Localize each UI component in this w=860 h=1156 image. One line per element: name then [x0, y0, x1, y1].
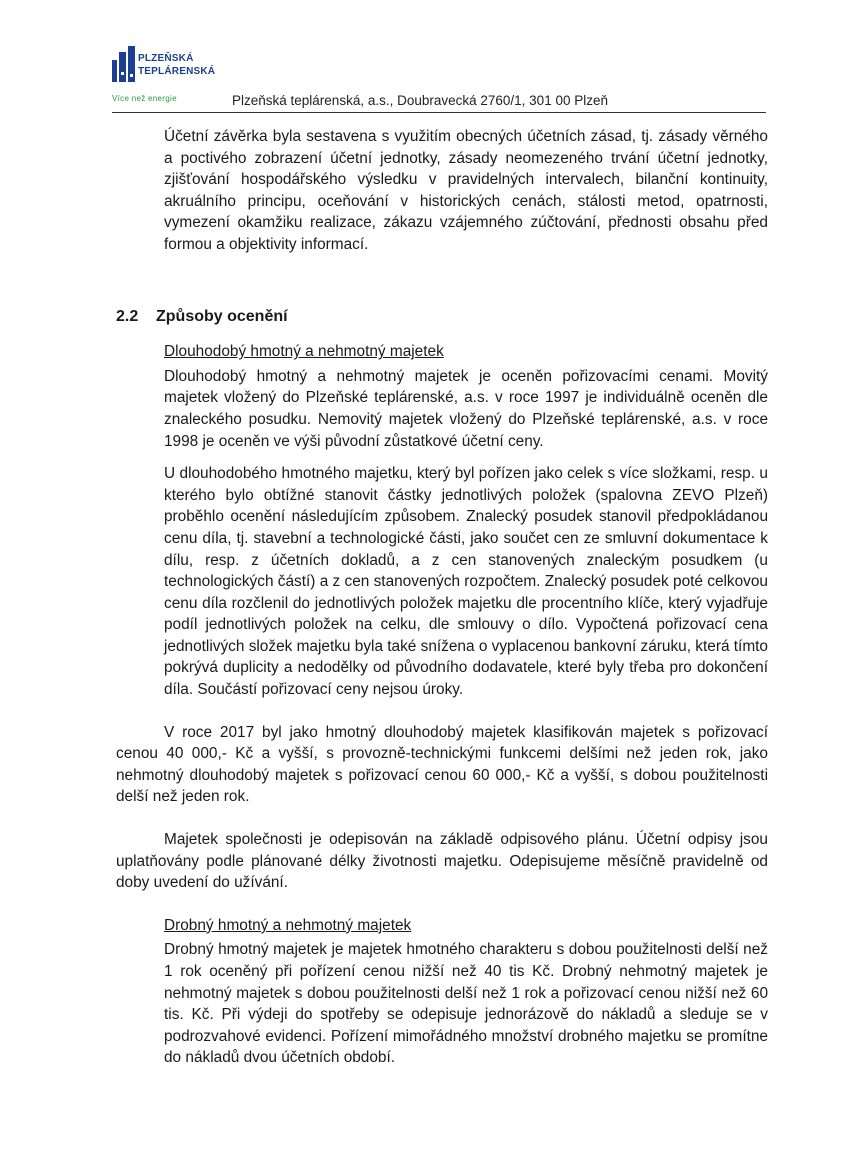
paragraph-small-assets: Drobný hmotný majetek je majetek hmotného charakteru s dobou použitelnosti delší než 1 rok oceněný při pořízení cenou nižší než 40 tis Kč. Drobný nehmotný majetek je nehmotný majetek s dobou použitelnosti delší než 1 rok a pořizovací cenou nižší než 60 tis. Kč. Při výdeji do spotřeby se odepisuje jednorázově do nákladů a sleduje se v podrozvahové evidenci. Pořízení mimořádného množství drobného majetku se promítne do nákladů dvou účetních období. — [164, 941, 768, 1067]
subsection-title-small-assets: Drobný hmotný a nehmotný majetek — [164, 916, 412, 934]
section-number: 2.2 — [116, 307, 139, 325]
header-address: Plzeňská teplárenská, a.s., Doubravecká 2760/1, 301 00 Plzeň — [232, 93, 608, 108]
section-heading — [116, 306, 768, 328]
building-logo-icon — [112, 46, 136, 82]
document-body — [116, 126, 768, 1069]
section-title: Způsoby ocenění — [156, 307, 288, 325]
company-logo — [112, 46, 232, 108]
logo-tagline: Více než energie — [112, 94, 177, 103]
paragraph-zevo-valuation: U dlouhodobého hmotného majetku, který byl pořízen jako celek s více složkami, resp. u kterého bylo obtížné stanovit částky jednotlivých položek (spalovna ZEVO Plzeň) proběhlo ocenění následujícím způsobem. Znalecký posudek stanovil předpokládanou cenu díla, tj. stavební a technologické části, jako součet cen ze smluvní dokumentace k dílu, resp. z účetních dokladů, a z cen stanovených znaleckým posudkem (u technologických částí) a z cen stanovených rozpočtem. Znalecký posudek poté celkovou cenu díla rozčlenil do jednotlivých položek majetku dle procentního klíče, který vyjadřuje podíl jednotlivých položek na celku, dle smlouvy o dílo. Vypočtená pořizovací cena jednotlivých složek majetku byla také snížena o vyplacenou bankovní záruku, která tímto pokrývá duplicity a nedodělky od původního dodavatele, které byly třeba pro dokončení díla. Součástí pořizovací ceny nejsou úroky. — [164, 465, 768, 699]
logo-line-2: TEPLÁRENSKÁ — [138, 66, 216, 77]
paragraph-classification: V roce 2017 byl jako hmotný dlouhodobý majetek klasifikován majetek s pořizovací cenou 40 000,- Kč a vyšší, s provozně-technickými funkcemi delšími než jeden rok, jako nehmotný dlouhodobý majetek s pořizovací cenou 60 000,- Kč a vyšší, s dobou použitelnosti delší než jeden rok. — [116, 723, 768, 806]
logo-text — [138, 52, 215, 78]
logo-line-1: PLZEŇSKÁ — [138, 53, 194, 64]
header-divider — [112, 112, 766, 113]
paragraph-depreciation: Majetek společnosti je odepisován na základě odpisového plánu. Účetní odpisy jsou uplatňovány podle plánované délky životnosti majetku. Odepisujeme měsíčně pravidelně od doby uvedení do užívání. — [116, 831, 768, 892]
paragraph-valuation: Dlouhodobý hmotný a nehmotný majetek je oceněn pořizovacími cenami. Movitý majetek vložený do Plzeňské teplárenské, a.s. v roce 1997 je individuálně oceněn dle znaleckého posudku. Nemovitý majetek vložený do Plzeňské teplárenské, a.s. v roce 1998 je oceněn ve výši původní zůstatkové účetní ceny. — [164, 367, 768, 450]
subsection-title-long-term-assets: Dlouhodobý hmotný a nehmotný majetek — [164, 343, 444, 361]
intro-paragraph: Účetní závěrka byla sestavena s využitím obecných účetních zásad, tj. zásady věrného a poctivého zobrazení účetní jednotky, zásady neomezeného trvání účetní jednotky, zjišťování hospodářského výsledku v pravidelných intervalech, bilanční kontinuity, akruálního principu, oceňování v historických cenách, stálosti metod, opatrnosti, vymezení okamžiku realizace, zákazu vzájemného zúčtování, přednosti obsahu před formou a objektivity informací. — [164, 128, 768, 253]
